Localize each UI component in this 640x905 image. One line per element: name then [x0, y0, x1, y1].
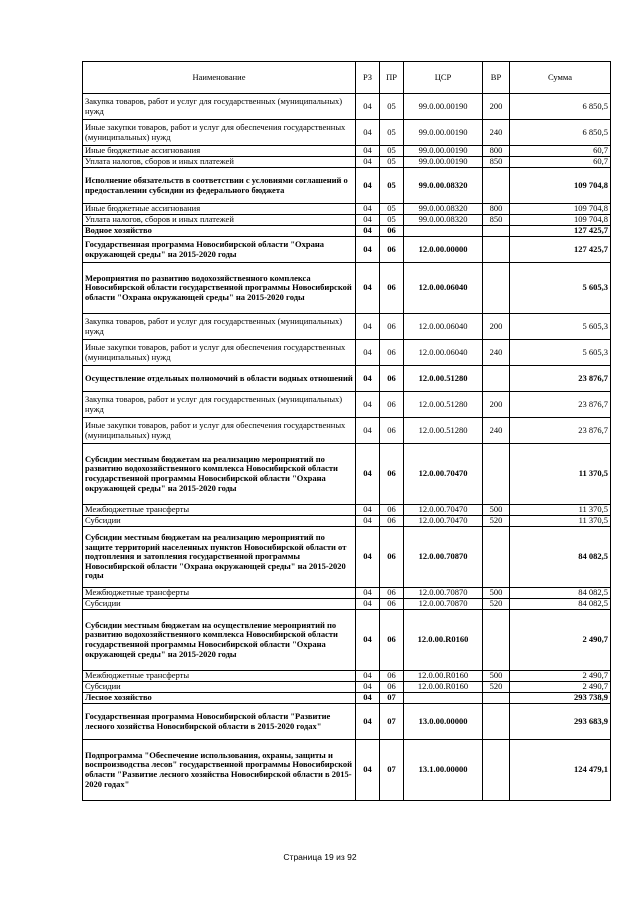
cell-sum: 11 370,5 — [510, 444, 611, 505]
cell-vr: 850 — [483, 215, 510, 226]
cell-name: Мероприятия по развитию водохозяйственного комплекса Новосибирской области государственной программы Новосибирской области "Охрана окружающей среды" на 2015-2020 годы — [83, 263, 356, 314]
cell-pr: 06 — [380, 263, 404, 314]
cell-csr: 12.0.00.70470 — [404, 505, 483, 516]
cell-csr — [404, 226, 483, 237]
cell-vr — [483, 263, 510, 314]
table-row — [83, 704, 611, 740]
cell-sum: 6 850,5 — [510, 94, 611, 120]
table-row — [83, 226, 611, 237]
table-row — [83, 215, 611, 226]
cell-rz: 04 — [356, 704, 380, 740]
cell-sum: 109 704,8 — [510, 204, 611, 215]
table-row — [83, 146, 611, 157]
cell-vr — [483, 740, 510, 801]
cell-sum: 109 704,8 — [510, 168, 611, 204]
cell-pr: 06 — [380, 671, 404, 682]
table-row — [83, 599, 611, 610]
cell-csr: 13.1.00.00000 — [404, 740, 483, 801]
cell-csr: 12.0.00.51280 — [404, 392, 483, 418]
table-row — [83, 157, 611, 168]
cell-pr: 06 — [380, 418, 404, 444]
cell-name: Закупка товаров, работ и услуг для государственных (муниципальных) нужд — [83, 314, 356, 340]
cell-name: Субсидии местным бюджетам на реализацию мероприятий по защите территорий населенных пунктов Новосибирской области от подтопления и затопления государственной программы Новосибирской области "Охрана окружающей среды" на 2015-2020 годы — [83, 527, 356, 588]
cell-csr: 12.0.00.06040 — [404, 314, 483, 340]
cell-name: Уплата налогов, сборов и иных платежей — [83, 215, 356, 226]
cell-name: Исполнение обязательств в соответствии с условиями соглашений о предоставлении субсидии из федерального бюджета — [83, 168, 356, 204]
cell-name: Осуществление отдельных полномочий в области водных отношений — [83, 366, 356, 392]
cell-rz: 04 — [356, 671, 380, 682]
cell-csr: 12.0.00.R0160 — [404, 610, 483, 671]
cell-sum: 60,7 — [510, 146, 611, 157]
cell-csr: 12.0.00.70470 — [404, 444, 483, 505]
cell-pr: 07 — [380, 693, 404, 704]
cell-vr: 520 — [483, 516, 510, 527]
table-body — [83, 94, 611, 801]
cell-sum: 124 479,1 — [510, 740, 611, 801]
cell-sum: 11 370,5 — [510, 516, 611, 527]
table-row — [83, 392, 611, 418]
cell-vr — [483, 610, 510, 671]
cell-pr: 06 — [380, 682, 404, 693]
table-row — [83, 237, 611, 263]
table-row — [83, 168, 611, 204]
table-row — [83, 120, 611, 146]
table-row — [83, 671, 611, 682]
table-header-row — [83, 62, 611, 94]
cell-pr: 07 — [380, 704, 404, 740]
table-row — [83, 693, 611, 704]
cell-rz: 04 — [356, 146, 380, 157]
table-row — [83, 94, 611, 120]
cell-csr: 12.0.00.06040 — [404, 340, 483, 366]
cell-csr: 12.0.00.70870 — [404, 527, 483, 588]
cell-vr — [483, 237, 510, 263]
cell-name: Иные бюджетные ассигнования — [83, 204, 356, 215]
cell-sum: 23 876,7 — [510, 366, 611, 392]
cell-sum: 5 605,3 — [510, 340, 611, 366]
cell-name: Государственная программа Новосибирской области "Развитие лесного хозяйства Новосибирской области в 2015-2020 годах" — [83, 704, 356, 740]
cell-pr: 05 — [380, 168, 404, 204]
header-rz: РЗ — [356, 62, 380, 94]
cell-pr: 06 — [380, 314, 404, 340]
cell-rz: 04 — [356, 263, 380, 314]
cell-csr: 12.0.00.06040 — [404, 263, 483, 314]
cell-vr: 200 — [483, 314, 510, 340]
cell-sum: 23 876,7 — [510, 418, 611, 444]
cell-csr: 99.0.00.00190 — [404, 146, 483, 157]
cell-rz: 04 — [356, 314, 380, 340]
cell-name: Государственная программа Новосибирской области "Охрана окружающей среды" на 2015-2020 годы — [83, 237, 356, 263]
cell-name: Субсидии — [83, 682, 356, 693]
cell-pr: 06 — [380, 226, 404, 237]
cell-pr: 06 — [380, 366, 404, 392]
cell-rz: 04 — [356, 610, 380, 671]
cell-sum: 5 605,3 — [510, 314, 611, 340]
cell-pr: 06 — [380, 237, 404, 263]
cell-name: Субсидии — [83, 599, 356, 610]
table-row — [83, 516, 611, 527]
cell-rz: 04 — [356, 682, 380, 693]
cell-sum: 84 082,5 — [510, 588, 611, 599]
cell-rz: 04 — [356, 599, 380, 610]
cell-rz: 04 — [356, 693, 380, 704]
table-row — [83, 418, 611, 444]
cell-name: Межбюджетные трансферты — [83, 505, 356, 516]
cell-sum: 84 082,5 — [510, 527, 611, 588]
cell-csr: 99.0.00.08320 — [404, 168, 483, 204]
cell-vr: 240 — [483, 120, 510, 146]
cell-name: Закупка товаров, работ и услуг для государственных (муниципальных) нужд — [83, 392, 356, 418]
cell-sum: 293 738,9 — [510, 693, 611, 704]
cell-rz: 04 — [356, 94, 380, 120]
cell-name: Субсидии местным бюджетам на реализацию мероприятий по развитию водохозяйственного комплекса Новосибирской области государственной программы Новосибирской области "Охрана окружающей среды" на 2015-2020 годы — [83, 444, 356, 505]
cell-sum: 11 370,5 — [510, 505, 611, 516]
cell-rz: 04 — [356, 204, 380, 215]
cell-sum: 2 490,7 — [510, 610, 611, 671]
cell-name: Иные закупки товаров, работ и услуг для обеспечения государственных (муниципальных) нужд — [83, 418, 356, 444]
cell-pr: 05 — [380, 94, 404, 120]
cell-pr: 06 — [380, 527, 404, 588]
cell-csr: 99.0.00.00190 — [404, 94, 483, 120]
header-csr: ЦСР — [404, 62, 483, 94]
cell-vr: 500 — [483, 505, 510, 516]
table-row — [83, 366, 611, 392]
cell-sum: 127 425,7 — [510, 226, 611, 237]
cell-vr: 520 — [483, 682, 510, 693]
cell-pr: 05 — [380, 120, 404, 146]
cell-vr: 200 — [483, 94, 510, 120]
table-row — [83, 740, 611, 801]
cell-name: Закупка товаров, работ и услуг для государственных (муниципальных) нужд — [83, 94, 356, 120]
cell-vr: 800 — [483, 146, 510, 157]
cell-csr: 12.0.00.51280 — [404, 418, 483, 444]
cell-pr: 06 — [380, 392, 404, 418]
cell-csr: 99.0.00.08320 — [404, 204, 483, 215]
table-row — [83, 263, 611, 314]
table-row — [83, 340, 611, 366]
cell-name: Лесное хозяйство — [83, 693, 356, 704]
cell-csr: 99.0.00.00190 — [404, 120, 483, 146]
cell-vr — [483, 704, 510, 740]
cell-sum: 293 683,9 — [510, 704, 611, 740]
cell-vr: 520 — [483, 599, 510, 610]
cell-vr: 200 — [483, 392, 510, 418]
table-row — [83, 527, 611, 588]
cell-csr: 12.0.00.00000 — [404, 237, 483, 263]
cell-pr: 06 — [380, 444, 404, 505]
cell-rz: 04 — [356, 505, 380, 516]
cell-vr — [483, 366, 510, 392]
cell-pr: 06 — [380, 516, 404, 527]
cell-vr: 500 — [483, 671, 510, 682]
cell-sum: 84 082,5 — [510, 599, 611, 610]
table-row — [83, 505, 611, 516]
cell-rz: 04 — [356, 740, 380, 801]
table-row — [83, 204, 611, 215]
cell-pr: 05 — [380, 204, 404, 215]
cell-csr: 99.0.00.00190 — [404, 157, 483, 168]
cell-name: Водное хозяйство — [83, 226, 356, 237]
cell-vr: 800 — [483, 204, 510, 215]
header-vr: ВР — [483, 62, 510, 94]
cell-csr: 12.0.00.70870 — [404, 588, 483, 599]
cell-vr: 500 — [483, 588, 510, 599]
cell-pr: 06 — [380, 340, 404, 366]
cell-pr: 05 — [380, 215, 404, 226]
cell-pr: 06 — [380, 610, 404, 671]
cell-rz: 04 — [356, 527, 380, 588]
cell-vr — [483, 168, 510, 204]
cell-sum: 23 876,7 — [510, 392, 611, 418]
cell-csr: 12.0.00.51280 — [404, 366, 483, 392]
table-row — [83, 314, 611, 340]
cell-rz: 04 — [356, 340, 380, 366]
cell-sum: 60,7 — [510, 157, 611, 168]
header-name: Наименование — [83, 62, 356, 94]
cell-name: Межбюджетные трансферты — [83, 588, 356, 599]
cell-pr: 05 — [380, 146, 404, 157]
cell-vr: 850 — [483, 157, 510, 168]
cell-rz: 04 — [356, 418, 380, 444]
cell-sum: 6 850,5 — [510, 120, 611, 146]
cell-rz: 04 — [356, 215, 380, 226]
cell-pr: 06 — [380, 505, 404, 516]
table-row — [83, 610, 611, 671]
cell-sum: 2 490,7 — [510, 671, 611, 682]
budget-table — [82, 61, 611, 801]
cell-sum: 109 704,8 — [510, 215, 611, 226]
cell-pr: 05 — [380, 157, 404, 168]
page-footer: Страница 19 из 92 — [283, 852, 357, 862]
cell-rz: 04 — [356, 226, 380, 237]
cell-vr — [483, 693, 510, 704]
table-row — [83, 588, 611, 599]
cell-rz: 04 — [356, 168, 380, 204]
cell-csr — [404, 693, 483, 704]
table-row — [83, 444, 611, 505]
cell-vr: 240 — [483, 340, 510, 366]
cell-rz: 04 — [356, 366, 380, 392]
table-row — [83, 682, 611, 693]
cell-name: Субсидии местным бюджетам на осуществление мероприятий по развитию водохозяйственного комплекса Новосибирской области государственной программы Новосибирской области "Охрана окружающей среды" на 2015-2020 годы — [83, 610, 356, 671]
cell-name: Межбюджетные трансферты — [83, 671, 356, 682]
cell-vr — [483, 527, 510, 588]
cell-pr: 06 — [380, 588, 404, 599]
cell-rz: 04 — [356, 157, 380, 168]
cell-rz: 04 — [356, 392, 380, 418]
cell-csr: 12.0.00.R0160 — [404, 682, 483, 693]
header-pr: ПР — [380, 62, 404, 94]
cell-vr — [483, 444, 510, 505]
cell-pr: 06 — [380, 599, 404, 610]
cell-rz: 04 — [356, 516, 380, 527]
cell-csr: 12.0.00.R0160 — [404, 671, 483, 682]
cell-name: Подпрограмма "Обеспечение использования, охраны, защиты и воспроизводства лесов" государственной программы Новосибирской области "Развитие лесного хозяйства Новосибирской области в 2015-2020 годах" — [83, 740, 356, 801]
cell-name: Иные бюджетные ассигнования — [83, 146, 356, 157]
cell-csr: 12.0.00.70470 — [404, 516, 483, 527]
cell-name: Иные закупки товаров, работ и услуг для обеспечения государственных (муниципальных) нужд — [83, 340, 356, 366]
cell-vr: 240 — [483, 418, 510, 444]
cell-rz: 04 — [356, 588, 380, 599]
cell-csr: 13.0.00.00000 — [404, 704, 483, 740]
cell-sum: 127 425,7 — [510, 237, 611, 263]
cell-rz: 04 — [356, 444, 380, 505]
cell-csr: 99.0.00.08320 — [404, 215, 483, 226]
cell-rz: 04 — [356, 120, 380, 146]
header-sum: Сумма — [510, 62, 611, 94]
cell-rz: 04 — [356, 237, 380, 263]
cell-sum: 5 605,3 — [510, 263, 611, 314]
cell-pr: 07 — [380, 740, 404, 801]
cell-sum: 2 490,7 — [510, 682, 611, 693]
cell-name: Уплата налогов, сборов и иных платежей — [83, 157, 356, 168]
cell-name: Иные закупки товаров, работ и услуг для обеспечения государственных (муниципальных) нужд — [83, 120, 356, 146]
cell-name: Субсидии — [83, 516, 356, 527]
cell-vr — [483, 226, 510, 237]
cell-csr: 12.0.00.70870 — [404, 599, 483, 610]
